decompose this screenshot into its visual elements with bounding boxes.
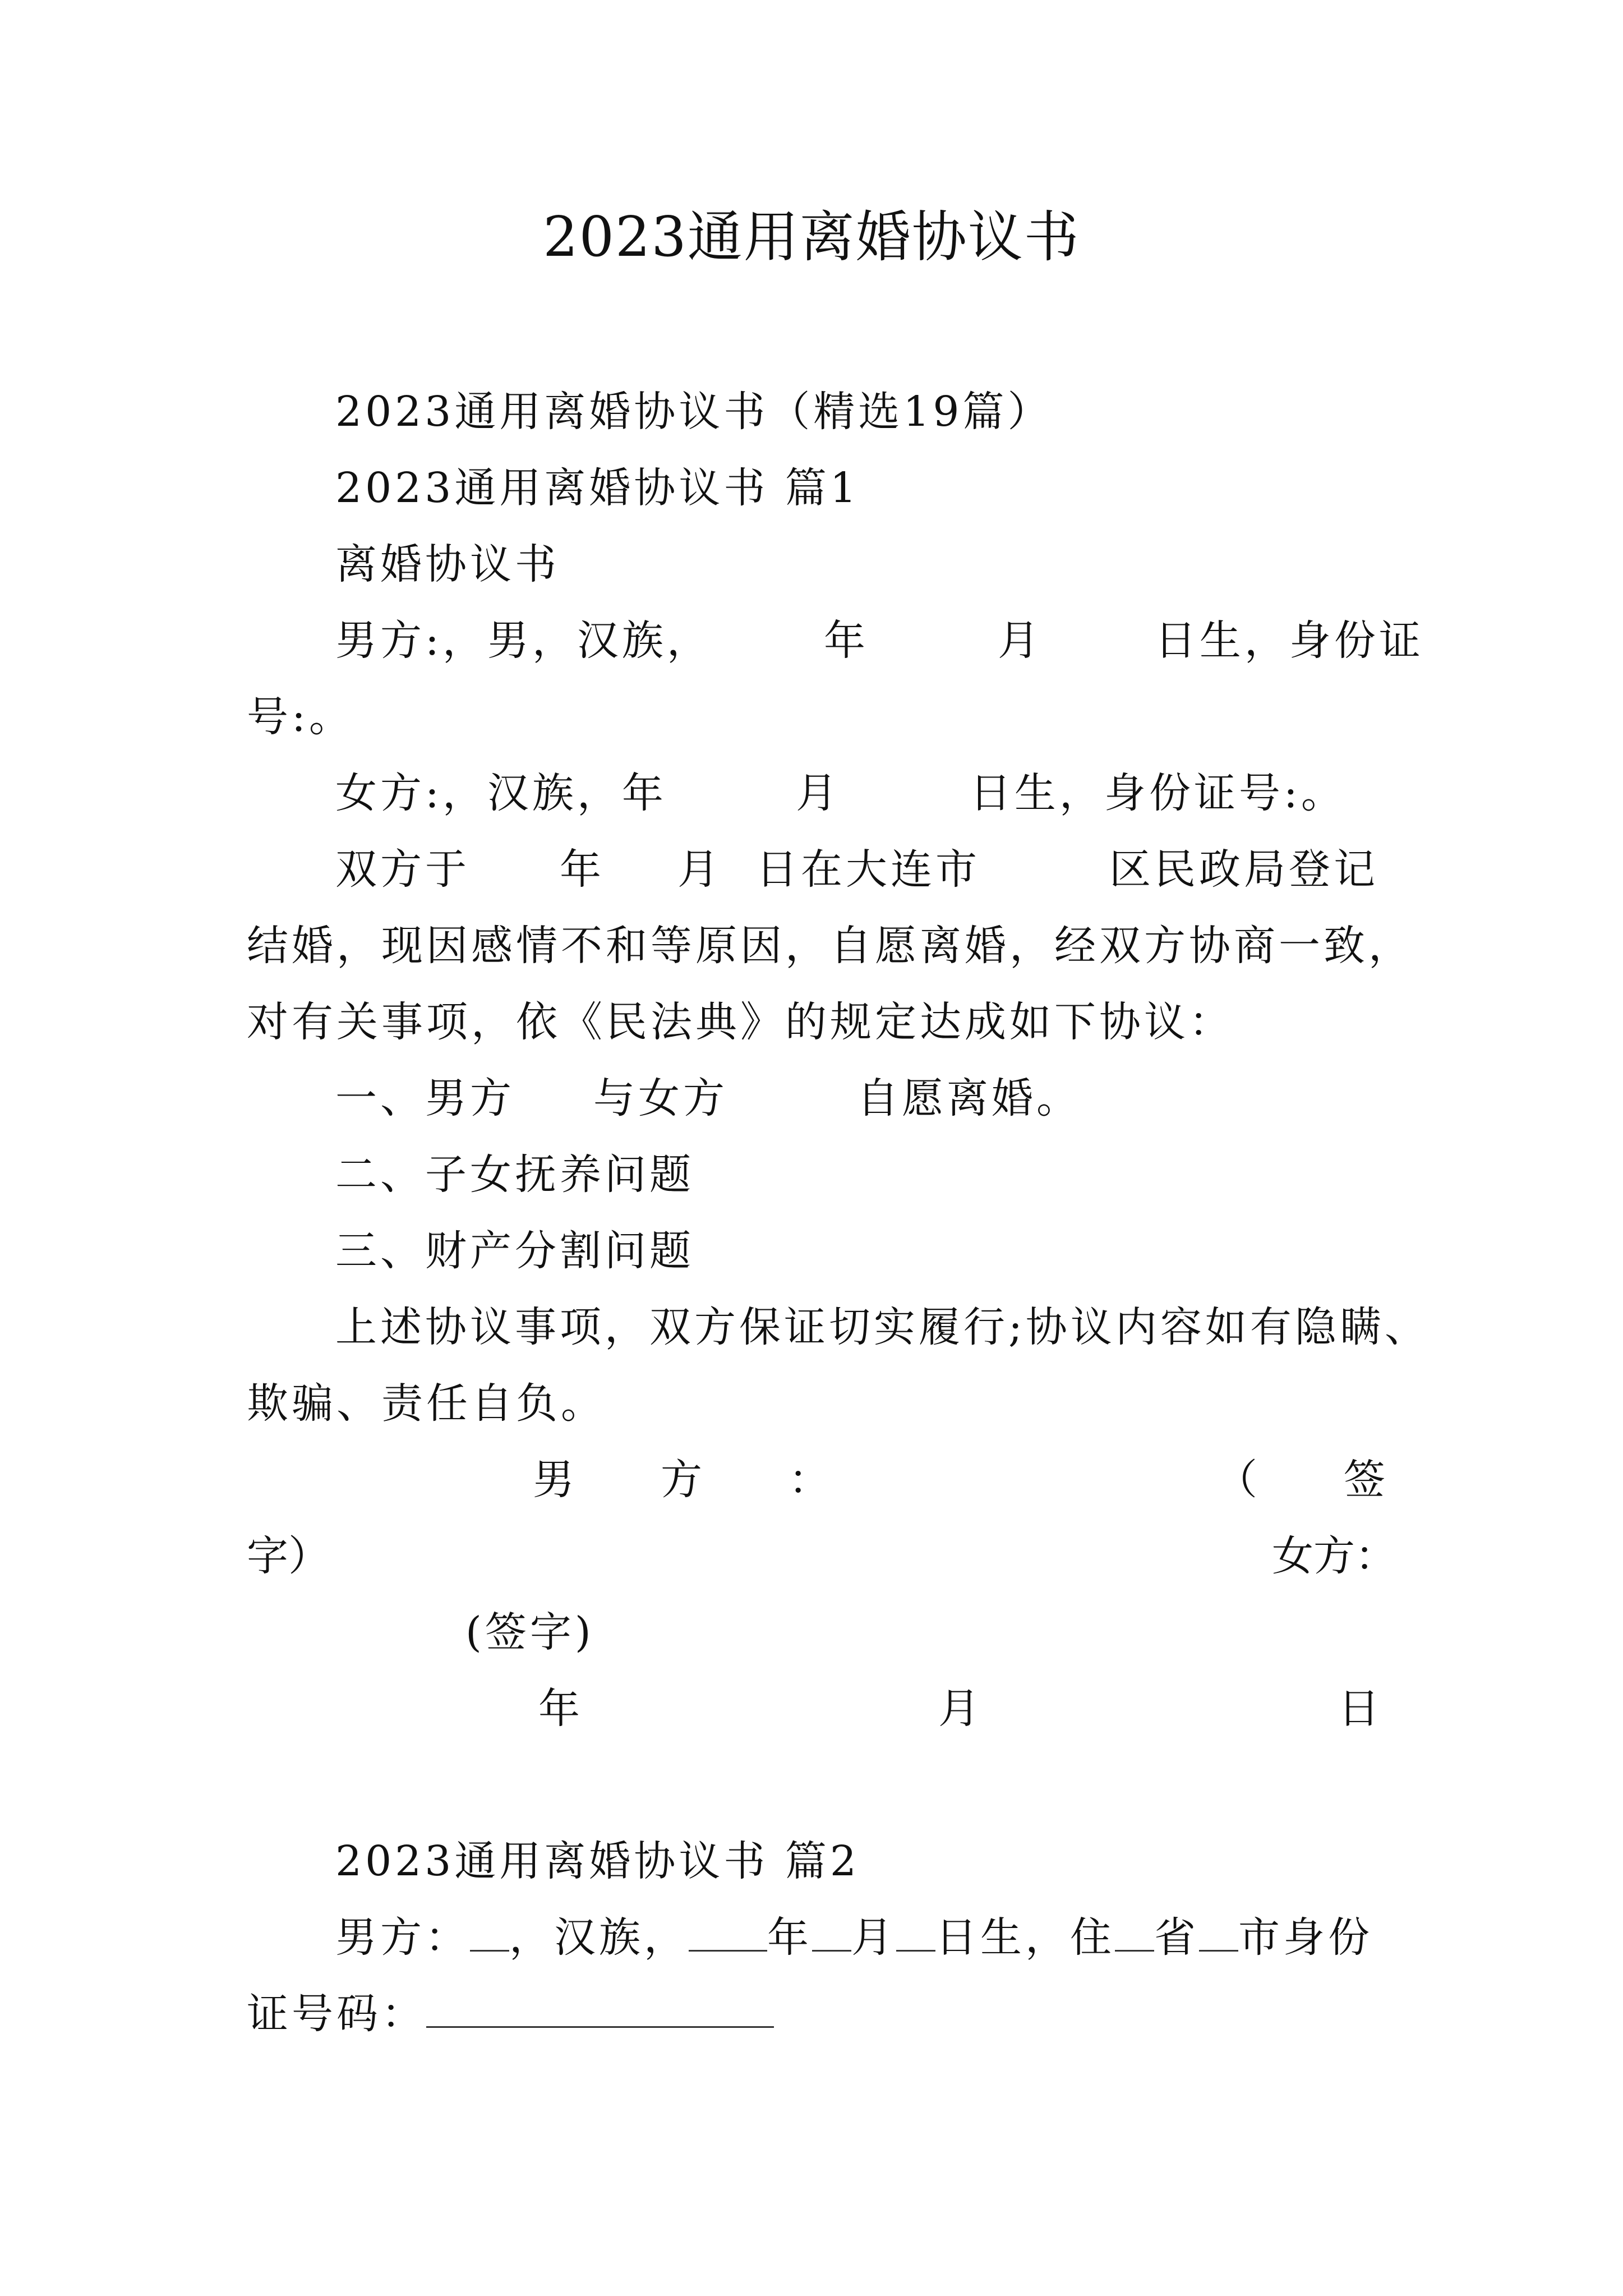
document-title: 2023通用离婚协议书 [543,205,1080,269]
section2-male-line [335,1910,1373,1966]
s2-province: 省 [1154,1913,1199,1962]
female-signature: (签字) [465,1608,594,1657]
blank-underline [426,1989,774,2028]
agreement-title: 离婚协议书 [335,540,560,588]
date-line [538,1681,1380,1737]
male-sign-suffix: 字） [247,1532,330,1580]
clause-1-text-b: 与女方 [593,1074,728,1122]
blank-underline [1199,1913,1238,1952]
marriage-text-1: 双方于 [335,845,470,894]
date-day-label: 日 [1338,1685,1380,1733]
s2-month: 月 [851,1913,896,1962]
male-month-label: 月 [997,616,1043,665]
marriage-info-line-2: 结婚，现因感情不和等原因，自愿离婚，经双方协商一致， [247,922,1413,970]
blank-underline [689,1913,767,1952]
blank-underline [470,1913,509,1952]
blank-underline [896,1913,935,1952]
marriage-info-line-3: 对有关事项，依《民法典》的规定达成如下协议： [247,998,1234,1046]
blank-underline [1115,1913,1154,1952]
marriage-info-line [335,841,1378,898]
female-sign-label: 女方： [1272,1532,1396,1580]
male-info-line-2: 号:。 [247,693,354,741]
female-month-label: 月 [795,769,841,817]
s2-year: 年 [767,1913,812,1962]
male-signature-line [533,1452,1385,1508]
female-info-text-2: 日生，身份证号:。 [969,769,1346,817]
section-heading-2: 2023通用离婚协议书 篇2 [335,1837,860,1885]
sign-char-2: 方 [661,1456,702,1504]
clause-2: 二、子女抚养问题 [335,1151,694,1199]
section-heading-1: 2023通用离婚协议书 篇1 [335,464,860,512]
s2-ethnic: ，汉族， [509,1913,689,1962]
s2-id-label: 证号码： [247,1990,426,2038]
s2-birth: 日生，住 [935,1913,1115,1962]
male-info-line [335,613,1424,669]
male-year-label: 年 [823,616,869,665]
marriage-text-3: 区民政局登记 [1109,845,1378,894]
s2-male-label: 男方： [335,1913,470,1962]
signature-line-2 [247,1528,1396,1584]
clause-1 [335,1070,1081,1126]
s2-city: 市身份 [1238,1913,1373,1962]
date-month-label: 月 [938,1685,980,1733]
subtitle: 2023通用离婚协议书（精选19篇） [335,388,1053,436]
sign-char-3: ： [789,1456,830,1504]
marriage-month-label: 月 [677,845,722,894]
promise-line-2: 欺骗、责任自负。 [247,1379,606,1428]
clause-1-text-a: 一、男方 [335,1074,515,1122]
sign-char-1: 男 [533,1456,574,1504]
female-info-line [335,765,1346,821]
marriage-year-label: 年 [560,845,605,894]
male-info-text-2: 日生，身份证 [1154,616,1424,665]
blank-underline [812,1913,851,1952]
clause-3: 三、财产分割问题 [335,1227,694,1275]
female-info-text: 女方:，汉族，年 [335,769,667,817]
clause-1-text-c: 自愿离婚。 [857,1074,1081,1122]
date-year-label: 年 [538,1685,580,1733]
marriage-text-2: 日在大连市 [756,845,980,894]
sign-char-5: 签 [1344,1456,1385,1504]
male-info-text: 男方:，男，汉族， [335,616,712,665]
sign-char-4: （ [1216,1456,1257,1504]
section2-id-line [247,1986,774,2042]
promise-line-1: 上述协议事项，双方保证切实履行;协议内容如有隐瞒、 [335,1303,1430,1351]
